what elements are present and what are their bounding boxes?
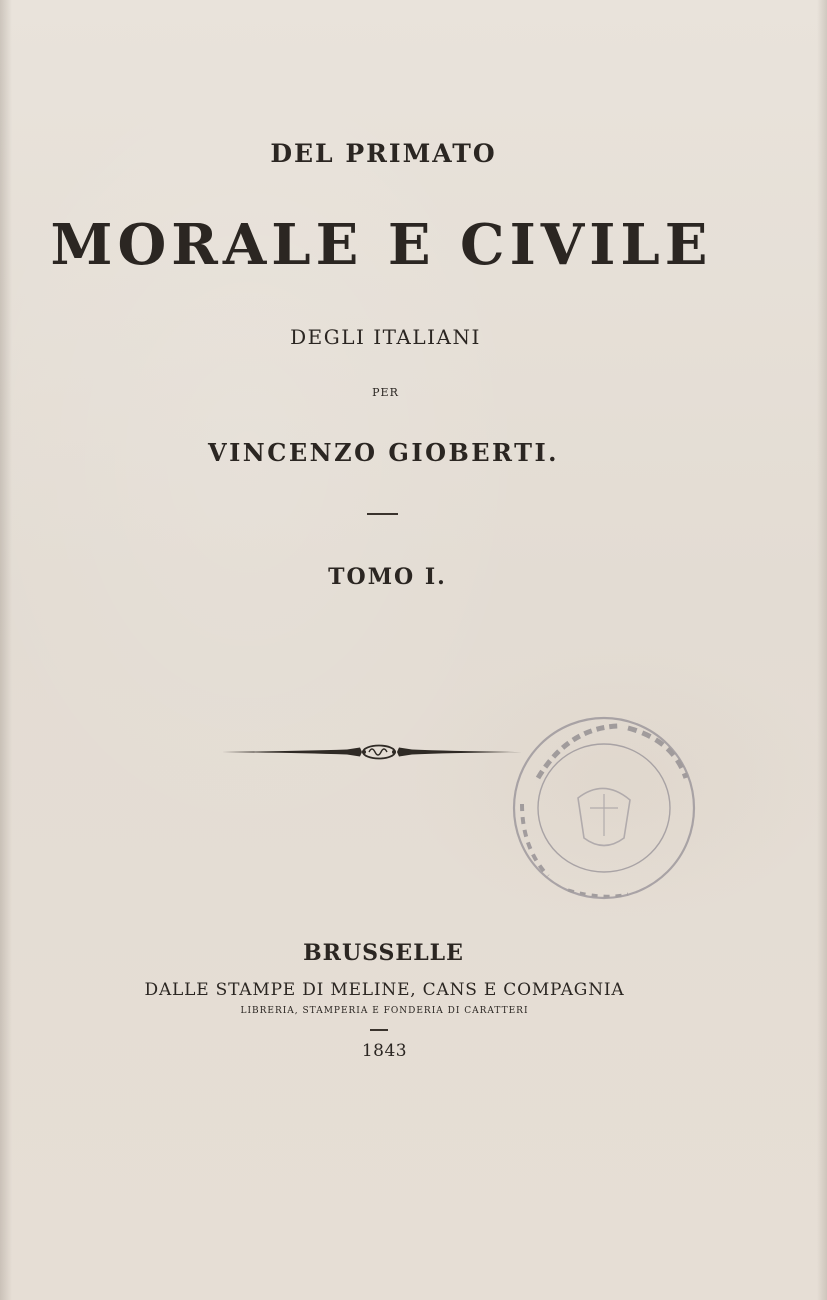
divider-rule: [367, 513, 398, 515]
page-edge-right: [817, 0, 827, 1300]
by-line: PER: [372, 386, 399, 399]
title-line-1: DEL PRIMATO: [270, 139, 497, 168]
imprint-city: BRUSSELLE: [303, 940, 464, 966]
ornamental-divider-icon: [222, 740, 522, 764]
imprint-year: 1843: [361, 1041, 408, 1061]
page-edge-left: [0, 0, 12, 1300]
library-stamp-icon: [508, 708, 708, 908]
title-line-3: DEGLI ITALIANI: [290, 325, 481, 349]
volume-label: TOMO I.: [328, 564, 447, 590]
imprint-publisher: DALLE STAMPE DI MELINE, CANS E COMPAGNIA: [144, 980, 625, 1000]
title-line-2: MORALE E CIVILE: [50, 212, 713, 278]
author-name: VINCENZO GIOBERTI.: [207, 438, 560, 467]
imprint-publisher-detail: LIBRERIA, STAMPERIA E FONDERIA DI CARATTERI: [240, 1006, 529, 1016]
imprint-rule: [370, 1029, 388, 1031]
